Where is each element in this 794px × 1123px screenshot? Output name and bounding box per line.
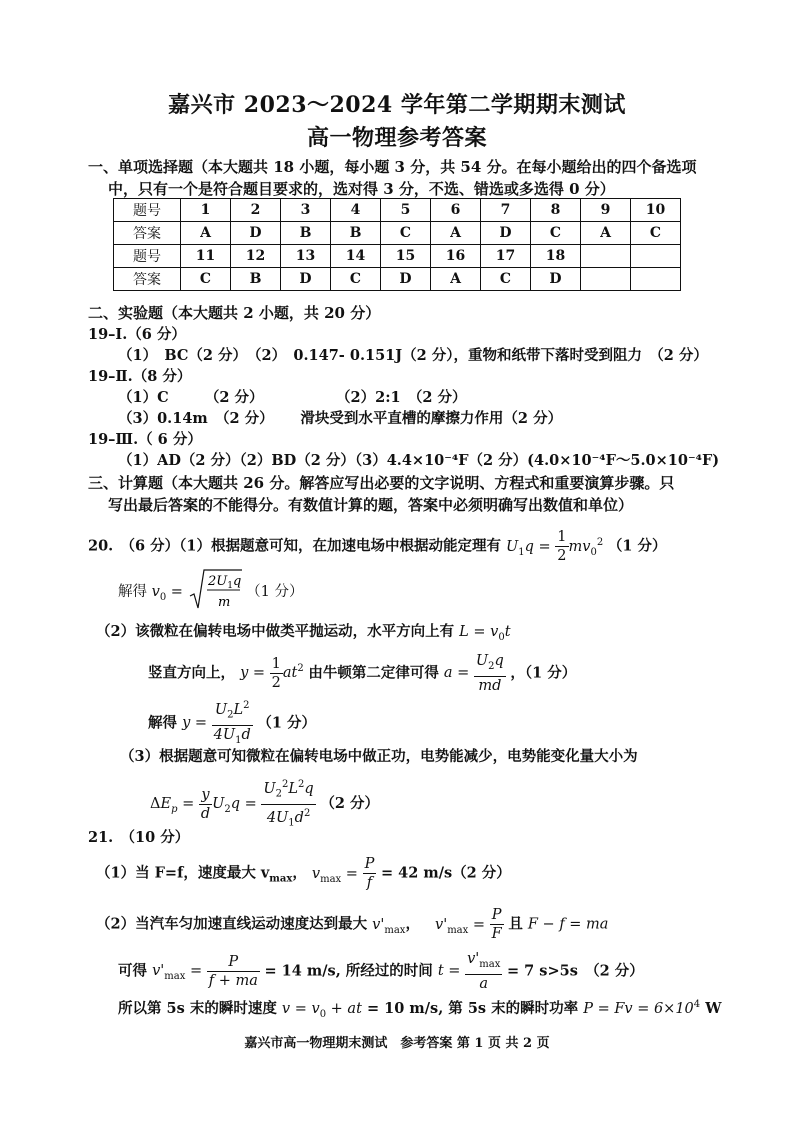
- v0-equation: $v_0$ = $2U_1q$ m: [152, 584, 247, 600]
- table-cell: 7: [481, 199, 531, 222]
- section3-heading-line1: 三、计算题（本大题共 26 分。解答应写出必要的文字说明、方程式和重要演算步骤。只: [88, 474, 675, 492]
- acceleration-equation: a = $\frac{U_2q}{md}$: [443, 653, 504, 694]
- sqrt-symbol: [188, 568, 242, 616]
- table-row: [114, 268, 681, 291]
- table-cell: D: [281, 268, 331, 291]
- q21-final-line: [118, 997, 722, 1020]
- table-cell: 答案: [114, 268, 181, 291]
- table-cell: A: [431, 222, 481, 245]
- q21-value-1: = 14 m/s, 所经过的时间: [264, 962, 433, 980]
- q20-heading-text: 20. （6 分）（1）根据题意可知，在加速电场中根据动能定理有: [88, 537, 501, 555]
- table-cell: 题号: [114, 245, 181, 268]
- table-cell: C: [631, 222, 681, 245]
- q21-get-label: 可得: [118, 962, 147, 980]
- table-cell: 6: [431, 199, 481, 222]
- q19-2-answer-b: （3）0.14m （2 分） 滑块受到水平直槽的摩擦力作用（2 分）: [118, 410, 563, 427]
- q21-value-2: = 7 s>5s （2 分）: [506, 962, 644, 980]
- q20-part2-text: （2）该微粒在偏转电场中做类平抛运动，水平方向上有: [96, 623, 455, 640]
- q21-last-text-2: = 10 m/s, 第 5s 末的瞬时功率: [366, 1000, 579, 1017]
- q20-solve2-label: 解得: [148, 714, 177, 732]
- table-cell: 8: [531, 199, 581, 222]
- q20-score-5: （2 分）: [320, 795, 379, 813]
- q20-newton-label: 由牛顿第二定律可得: [308, 664, 439, 682]
- vmax-equation: $v_{max}$ = $\frac{P}{f}$: [311, 856, 375, 891]
- table-cell: 15: [381, 245, 431, 268]
- q20-energy-line: [150, 776, 379, 832]
- q20-solve-label: 解得: [118, 584, 147, 600]
- q21-part1: [96, 855, 511, 892]
- table-cell: 13: [281, 245, 331, 268]
- table-cell: 16: [431, 245, 481, 268]
- table-cell: C: [481, 268, 531, 291]
- q21-last-unit: W: [705, 1000, 722, 1017]
- table-cell: [631, 268, 681, 291]
- table-cell: B: [331, 222, 381, 245]
- q20-vertical-label: 竖直方向上，: [148, 664, 235, 682]
- q21-part1-value: = 42 m/s（2 分）: [380, 864, 511, 882]
- q21-part1-sub: max: [269, 873, 293, 885]
- q21-part2: （2）当汽车匀加速直线运动速度达到最大 $v'_{max}$， $v'_{max}$ = $\frac{P}{F}$ 且 F − f = ma: [96, 907, 609, 942]
- table-cell: C: [331, 268, 381, 291]
- table-row: [114, 245, 681, 268]
- q19-1-heading: 19–Ⅰ.（6 分）: [88, 326, 186, 343]
- q21-and-label: 且: [508, 915, 523, 933]
- table-cell: B: [231, 268, 281, 291]
- section1-heading-line2: 中，只有一个是符合题目要求的，选对得 3 分，不选、错选或多选得 0 分）: [108, 180, 615, 198]
- q21-heading: 21. （10 分）: [88, 829, 190, 846]
- vmax-prime-equation: $v'_{max}$ = $\frac{P}{F}$: [435, 907, 502, 942]
- table-cell: 4: [331, 199, 381, 222]
- q20-score-2: （1 分）: [246, 584, 304, 600]
- q21-last-text: 所以第 5s 末的瞬时速度: [118, 1000, 277, 1017]
- table-cell: 12: [231, 245, 281, 268]
- newton-equation: F − f = ma: [527, 916, 609, 933]
- q21-part2-text: （2）当汽车匀加速直线运动速度达到最大: [96, 915, 368, 933]
- q20-score-1: （1 分）: [607, 537, 667, 555]
- y-equation: y = $\frac{U_2L^2}{4U_1d}$: [182, 715, 257, 731]
- table-cell: C: [181, 268, 231, 291]
- q20-heading: [88, 528, 666, 565]
- table-cell: D: [381, 268, 431, 291]
- vmax-prime-symbol: $v'_{max}$: [372, 916, 406, 936]
- q20-score-4: （1 分）: [257, 714, 316, 732]
- svg-text:m: m: [217, 595, 230, 610]
- q19-3-heading: 19–Ⅲ.（ 6 分）: [88, 431, 202, 448]
- q21-part1-text-a: （1）当 F=f，速度最大 v: [96, 864, 270, 882]
- q20-vertical-line: [148, 652, 576, 695]
- kinetic-energy-equation: $U_1q$ = $\frac{1}{2}$ $mv_0^2$: [506, 529, 604, 564]
- q19-1-answer: （1） BC（2 分） （2） 0.147- 0.151J（2 分），重物和纸带下落时受到阻力 （2 分）: [118, 347, 708, 364]
- section1-heading-line1: 一、单项选择题（本大题共 18 小题，每小题 3 分，共 54 分。在每小题给出的四个备选项: [88, 158, 697, 176]
- q20-solve-v0: [118, 568, 304, 616]
- page-title: 嘉兴市 2023～2024 学年第二学期期末测试: [168, 92, 626, 118]
- svg-text:2U1q: $2U_1q$: [207, 574, 241, 591]
- vmax-prime-result: $v'_{max}$ = $\frac{P}{f + ma}$: [152, 953, 258, 989]
- q21-result-line: [118, 950, 644, 993]
- table-cell: 5: [381, 199, 431, 222]
- vertical-equation: y = $\frac{1}{2}$ $at^2$: [240, 655, 304, 691]
- section3-heading-line2: 写出最后答案的不能得分。有数值计算的题，答案中必须明确写出数值和单位）: [108, 496, 634, 514]
- q21-part1-text-c: ，: [292, 864, 307, 882]
- table-cell: 答案: [114, 222, 181, 245]
- table-cell: 10: [631, 199, 681, 222]
- table-cell: [631, 245, 681, 268]
- table-cell: D: [531, 268, 581, 291]
- table-cell: 9: [581, 199, 631, 222]
- table-cell: 3: [281, 199, 331, 222]
- table-cell: C: [531, 222, 581, 245]
- q20-score-3: ，（1 分）: [510, 664, 577, 682]
- table-cell: 18: [531, 245, 581, 268]
- table-cell: D: [231, 222, 281, 245]
- table-cell: 题号: [114, 199, 181, 222]
- power-equation: $P = Fv = 6\times 10^4$: [583, 999, 701, 1017]
- q20-solve-y: [148, 697, 316, 750]
- q20-part3-intro: （3）根据题意可知微粒在偏转电场中做正功，电势能减少，电势能变化量大小为: [120, 748, 638, 765]
- table-cell: 17: [481, 245, 531, 268]
- page-subtitle: 高一物理参考答案: [306, 125, 487, 151]
- table-cell: D: [481, 222, 531, 245]
- potential-energy-equation: $\Delta E_p$ = $\frac{y}{d}$ $U_2q$ = $\frac{U_2^2L^2q}{4U_1d^2}$: [150, 796, 320, 812]
- table-row: [114, 199, 681, 222]
- table-row: [114, 222, 681, 245]
- table-cell: 2: [231, 199, 281, 222]
- page-footer: 嘉兴市高一物理期末测试 参考答案 第 1 页 共 2 页: [244, 1036, 550, 1051]
- answer-table: [113, 198, 681, 291]
- velocity-equation: $v = v_0$ + at: [281, 1001, 362, 1020]
- table-cell: C: [381, 222, 431, 245]
- section2-heading: 二、实验题（本大题共 2 小题，共 20 分）: [88, 304, 381, 322]
- q19-3-answer: （1）AD（2 分）（2）BD（2 分）（3）4.4×10⁻⁴F（2 分）(4.0×10⁻⁴F～5.0×10⁻⁴F): [118, 452, 720, 469]
- table-cell: A: [181, 222, 231, 245]
- table-cell: 11: [181, 245, 231, 268]
- table-cell: [581, 245, 631, 268]
- table-cell: A: [431, 268, 481, 291]
- time-equation: t = $\frac{v'_{max}}{a}$: [437, 951, 501, 992]
- table-cell: 1: [181, 199, 231, 222]
- table-cell: 14: [331, 245, 381, 268]
- table-cell: [581, 268, 631, 291]
- table-cell: B: [281, 222, 331, 245]
- q20-part2-intro: [96, 620, 511, 643]
- horizontal-equation: $L = v_0t$: [459, 624, 511, 643]
- q19-2-heading: 19–Ⅱ.（8 分）: [88, 368, 192, 385]
- table-cell: A: [581, 222, 631, 245]
- q19-2-answer-a: （1）C （2 分） （2）2:1 （2 分）: [118, 389, 467, 406]
